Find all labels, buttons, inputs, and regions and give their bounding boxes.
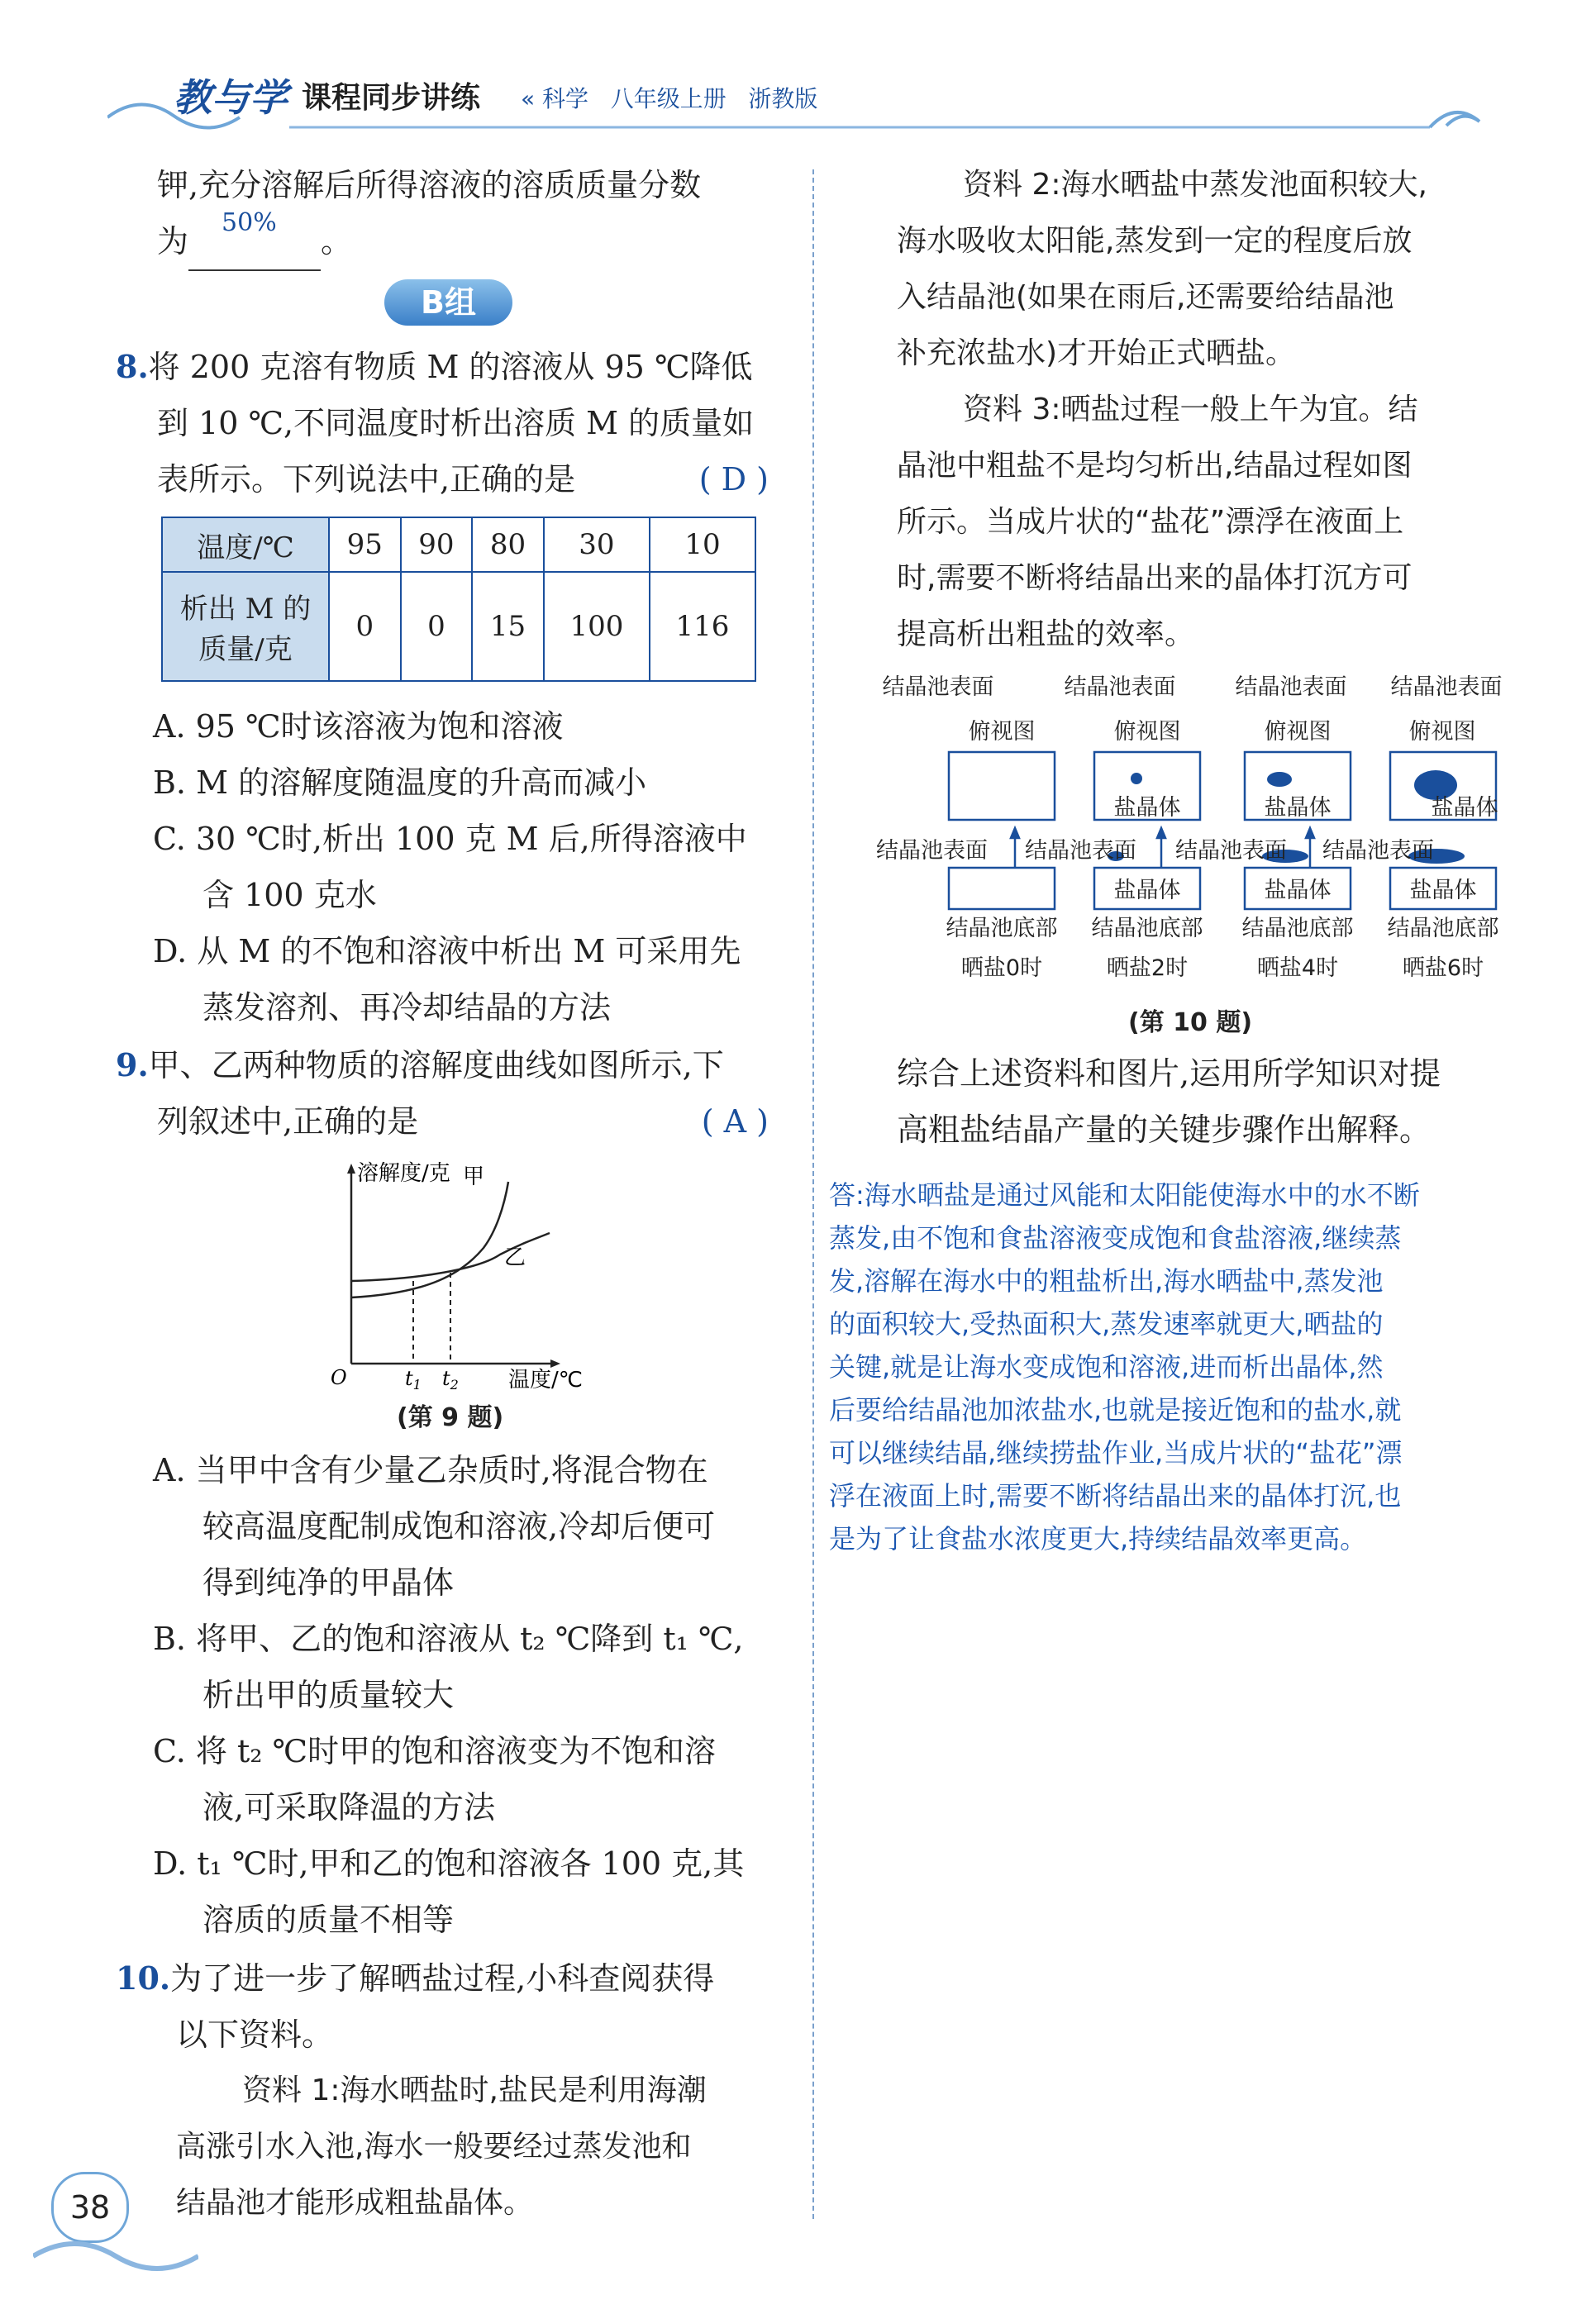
q8-stem: 8.将 200 克溶有物质 M 的溶液从 95 ℃降低 到 10 ℃,不同温度时析出溶质 M 的质量如 表所示。下列说法中,正确的是 ( D ) xyxy=(116,339,769,507)
crystal-mark xyxy=(1267,772,1292,787)
top-left-line1: 钾,充分溶解后所得溶液的溶质质量分数 xyxy=(157,167,702,203)
q10-stem: 10.为了进一步了解晒盐过程,小科查阅获得 以下资料。 xyxy=(116,1959,715,2053)
time-label: 晒盐2时 xyxy=(1106,955,1189,981)
top-view-label: 俯视图 xyxy=(1113,719,1181,745)
q9-solubility-chart xyxy=(331,1157,612,1393)
q8-number: 8. xyxy=(116,348,149,385)
table-cell: 0 xyxy=(401,572,473,681)
crystal-label: 盐晶体 xyxy=(1113,878,1181,903)
surface-label: 结晶池表面 xyxy=(882,674,994,700)
page-header xyxy=(116,68,1504,134)
table-cell: 95 xyxy=(329,517,401,572)
q10-caption: (第 10 题) xyxy=(1128,1008,1253,1037)
bottom-label: 结晶池底部 xyxy=(946,916,1058,941)
x-axis-arrow-icon xyxy=(550,1359,560,1368)
surface-label: 结晶池表面 xyxy=(1064,674,1176,700)
curve-jia-label: 甲 xyxy=(463,1164,485,1189)
surface-line-label: 结晶池表面 xyxy=(1322,838,1434,864)
q10-crystallization-figure xyxy=(868,669,1521,992)
time-label: 晒盐0时 xyxy=(960,955,1043,981)
q9-options xyxy=(153,1442,773,1948)
crystal-label: 盐晶体 xyxy=(1264,795,1332,821)
y-axis-label: 溶解度/克 xyxy=(357,1161,450,1186)
q10-material-2: 资料 2:海水晒盐中蒸发池面积较大, 海水吸收太阳能,蒸发到一定的程度后放 入结晶池(如果在雨后,还需要给结晶池 补充浓盐水)才开始正式晒盐。 xyxy=(897,168,1427,370)
y-axis-arrow-icon xyxy=(347,1164,355,1174)
q10-material-3: 资料 3:晒盐过程一般上午为宜。结 晶池中粗盐不是均匀析出,结晶过程如图 所示。当成片状的“盐花”漂浮在液面上 时,需要不断将结晶出来的晶体打沉方可 提高析出粗盐的效率。 xyxy=(897,393,1418,651)
table-cell: 80 xyxy=(472,517,544,572)
q9-caption: (第 9 题) xyxy=(397,1403,504,1432)
table-header-temp: 温度/℃ xyxy=(162,517,329,572)
curve-yi-label: 乙 xyxy=(504,1245,526,1270)
table-cell: 100 xyxy=(544,572,650,681)
surface-line-label: 结晶池表面 xyxy=(876,838,988,864)
q8-table xyxy=(161,517,756,682)
header-subtitle: « 科学 八年级上册 浙教版 xyxy=(521,85,818,112)
surface-line-label: 结晶池表面 xyxy=(1175,838,1287,864)
t2-label: $t_2$ xyxy=(442,1367,459,1393)
q9-option-b: B. 将甲、乙的饱和溶液从 t₂ ℃降到 t₁ ℃, 析出甲的质量较大 xyxy=(153,1621,744,1713)
crystal-label: 盐晶体 xyxy=(1113,795,1181,821)
q8-option-d: D. 从 M 的不饱和溶液中析出 M 可采用先 蒸发溶剂、再冷却结晶的方法 xyxy=(153,933,741,1026)
top-view-label: 俯视图 xyxy=(968,719,1036,745)
q8-option-c: C. 30 ℃时,析出 100 克 M 后,所得溶液中 含 100 克水 xyxy=(153,821,747,913)
x-axis-label: 温度/℃ xyxy=(508,1368,583,1393)
crystal-label: 盐晶体 xyxy=(1264,878,1332,903)
surface-line-label: 结晶池表面 xyxy=(1025,838,1136,864)
table-cell: 30 xyxy=(544,517,650,572)
q8-option-a: A. 95 ℃时该溶液为饱和溶液 xyxy=(153,708,564,745)
q10-material-1: 资料 1:海水晒盐时,盐民是利用海潮 高涨引水入池,海水一般要经过蒸发池和 结晶池才能形成粗盐晶体。 xyxy=(176,2074,707,2220)
bottom-box xyxy=(949,868,1055,909)
time-label: 晒盐4时 xyxy=(1256,955,1339,981)
top-view-label: 俯视图 xyxy=(1408,719,1476,745)
q10-number: 10. xyxy=(116,1959,171,1997)
crystal-label: 盐晶体 xyxy=(1431,795,1498,821)
group-b-badge: B组 xyxy=(384,279,512,326)
bottom-label: 结晶池底部 xyxy=(1091,916,1203,941)
crystal-mark xyxy=(1131,773,1142,784)
bottom-label: 结晶池底部 xyxy=(1241,916,1354,941)
bottom-label: 结晶池底部 xyxy=(1387,916,1499,941)
surface-label: 结晶池表面 xyxy=(1235,674,1347,700)
header-logo: 教与学 xyxy=(174,75,288,120)
column-separator xyxy=(812,169,814,2219)
time-label: 晒盐6时 xyxy=(1402,955,1484,981)
footer-wave-decoration xyxy=(33,2231,198,2281)
header-title: 课程同步讲练 xyxy=(302,81,481,115)
q8-options xyxy=(153,698,769,1036)
top-view-label: 俯视图 xyxy=(1264,719,1332,745)
q10-answer: 答:海水晒盐是通过风能和太阳能使海水中的水不断 蒸发,由不饱和食盐溶液变成饱和食盐溶液,继续蒸 发,溶解在海水中的粗盐析出,海水晒盐中,蒸发池 的面积较大,受热面积大,蒸发速率就更大,晒盐的 关键,就是让海水变成饱和溶液,进而析出晶体,然 后要给结晶池加浓盐水,也就是接近饱和的盐水,就 可以继续结晶,继续捞盐作业,当成片状的“盐花”漂 浮在液面上时,需要不断将结晶出来的晶体打沉,也 是为了让食盐水浓度更大,持续结晶效率更高。 xyxy=(829,1179,1420,1555)
crystal-label: 盐晶体 xyxy=(1409,878,1477,903)
top-left-line2: 为 50% 。 xyxy=(157,213,769,271)
q9-number: 9. xyxy=(116,1046,149,1083)
table-cell: 15 xyxy=(472,572,544,681)
origin-label: O xyxy=(331,1366,347,1389)
q9-answer: ( A ) xyxy=(701,1103,769,1140)
top-view-box xyxy=(949,752,1055,820)
q9-option-d: D. t₁ ℃时,甲和乙的饱和溶液各 100 克,其 溶质的质量不相等 xyxy=(153,1845,745,1938)
q9-option-a: A. 当甲中含有少量乙杂质时,将混合物在 较高温度配制成饱和溶液,冷却后便可 得到纯净的甲晶体 xyxy=(153,1452,716,1601)
table-cell: 10 xyxy=(650,517,755,572)
q9-option-c: C. 将 t₂ ℃时甲的饱和溶液变为不饱和溶 液,可采取降温的方法 xyxy=(153,1733,717,1826)
table-header-mass: 析出 M 的 质量/克 xyxy=(162,572,329,681)
table-cell: 90 xyxy=(401,517,473,572)
q10-task: 综合上述资料和图片,运用所学知识对提 高粗盐结晶产量的关键步骤作出解释。 xyxy=(897,1055,1441,1148)
q8-answer: ( D ) xyxy=(698,461,769,498)
t1-label: $t_1$ xyxy=(405,1367,422,1393)
q9-stem: 9.甲、乙两种物质的溶解度曲线如图所示,下 列叙述中,正确的是 ( A ) xyxy=(116,1037,769,1150)
q7-answer: 50% xyxy=(222,208,277,237)
table-cell: 116 xyxy=(650,572,755,681)
table-cell: 0 xyxy=(329,572,401,681)
surface-label: 结晶池表面 xyxy=(1390,674,1503,700)
q8-option-b: B. M 的溶解度随温度的升高而减小 xyxy=(153,764,647,801)
page-number: 38 xyxy=(51,2172,129,2243)
